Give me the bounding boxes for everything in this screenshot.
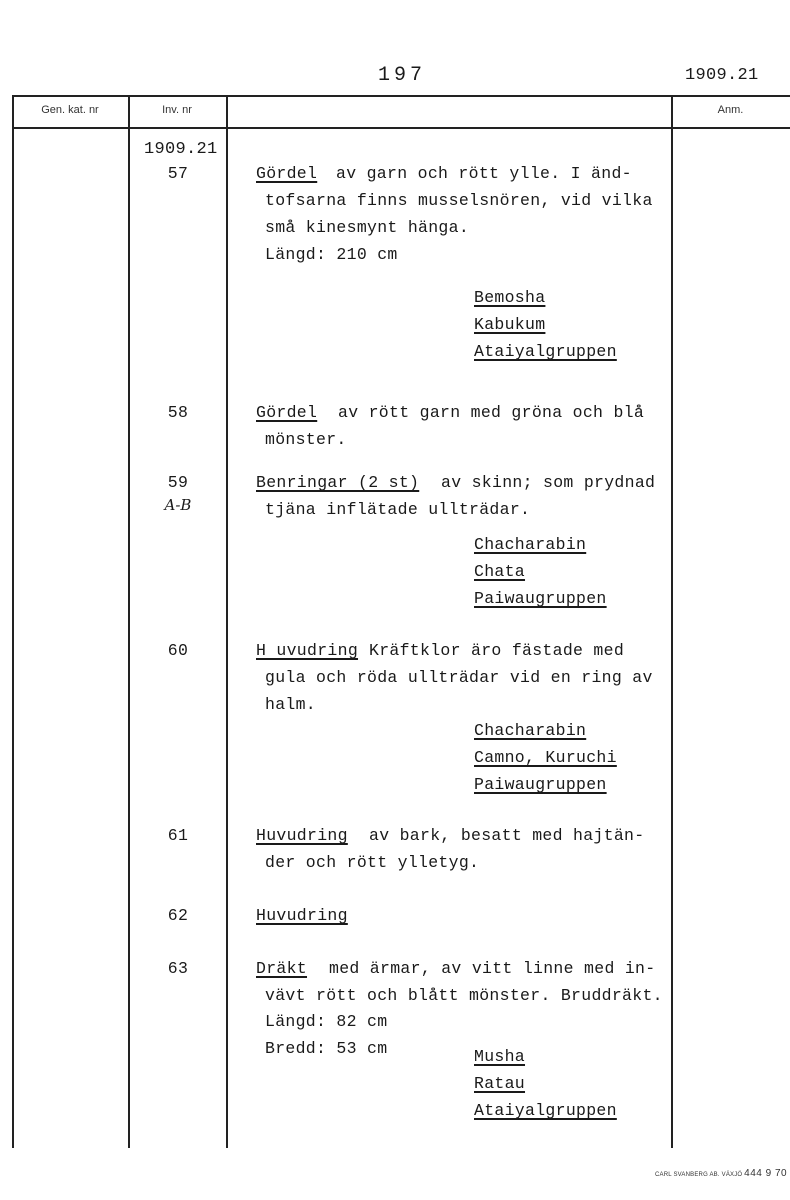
description-line: mönster. [265,430,347,449]
inv-number: 58 [167,403,189,422]
origin-group: Paiwaugruppen [474,775,607,794]
catalog-number: 1909.21 [685,66,759,85]
inv-number: 62 [167,906,189,925]
column-divider [671,96,673,1148]
column-divider [128,96,130,1148]
item-title: Dräkt [256,959,308,978]
measurement-line: Längd: 210 cm [265,245,398,264]
description-line: Kräftklor äro fästade med [369,641,625,660]
item-title: Gördel [256,403,318,422]
header-anm: Anm. [717,104,744,116]
inv-number: 57 [167,164,189,183]
item-title: Gördel [256,164,318,183]
description-line: av bark, besatt med hajtän- [369,826,645,845]
origin-group: Ataiyalgruppen [474,342,617,361]
origin-village: Musha [474,1047,526,1066]
item-title: Huvudring [256,906,348,925]
origin-village: Bemosha [474,288,546,307]
collection-number: 1909.21 [144,140,218,159]
description-line: tofsarna finns musselsnören, vid vilka [265,191,653,210]
origin-area: Chata [474,562,526,581]
inv-number: 61 [167,826,189,845]
origin-village: Chacharabin [474,721,587,740]
inv-number: 63 [167,959,189,978]
inv-number: 59 [167,473,189,492]
description-line: vävt rött och blått mönster. Bruddräkt. [265,986,663,1005]
description-line: av skinn; som prydnad [441,473,656,492]
origin-group: Paiwaugruppen [474,589,607,608]
description-line: små kinesmynt hänga. [265,218,470,237]
origin-area: Camno, Kuruchi [474,748,617,767]
inv-number: 60 [167,641,189,660]
description-line: tjäna inflätade ullträdar. [265,500,531,519]
column-divider [12,96,14,1148]
header-gen-kat-nr: Gen. kat. nr [41,104,99,116]
description-line: av rött garn med gröna och blå [338,403,645,422]
handwritten-sub-label: A-B [164,496,192,514]
measurement-line: Längd: 82 cm [265,1012,388,1031]
description-line: av garn och rött ylle. I änd- [336,164,632,183]
printer-name: CARL SVANBERG AB. VÄXJÖ [655,1172,743,1178]
printer-imprint [655,1168,787,1179]
description-line: halm. [265,695,317,714]
column-divider [226,96,228,1148]
description-line: gula och röda ullträdar vid en ring av [265,668,653,687]
page-number: 197 [378,64,427,87]
item-title: H uvudring [256,641,359,660]
origin-area: Ratau [474,1074,526,1093]
measurement-line: Bredd: 53 cm [265,1039,388,1058]
description-line: der och rött ylletyg. [265,853,480,872]
item-title: Huvudring [256,826,348,845]
origin-group: Ataiyalgruppen [474,1101,617,1120]
header-inv-nr: Inv. nr [162,104,192,116]
origin-village: Chacharabin [474,535,587,554]
item-title: Benringar (2 st) [256,473,420,492]
description-line: med ärmar, av vitt linne med in- [329,959,656,978]
form-code: 444 9 70 [744,1168,788,1179]
origin-area: Kabukum [474,315,546,334]
